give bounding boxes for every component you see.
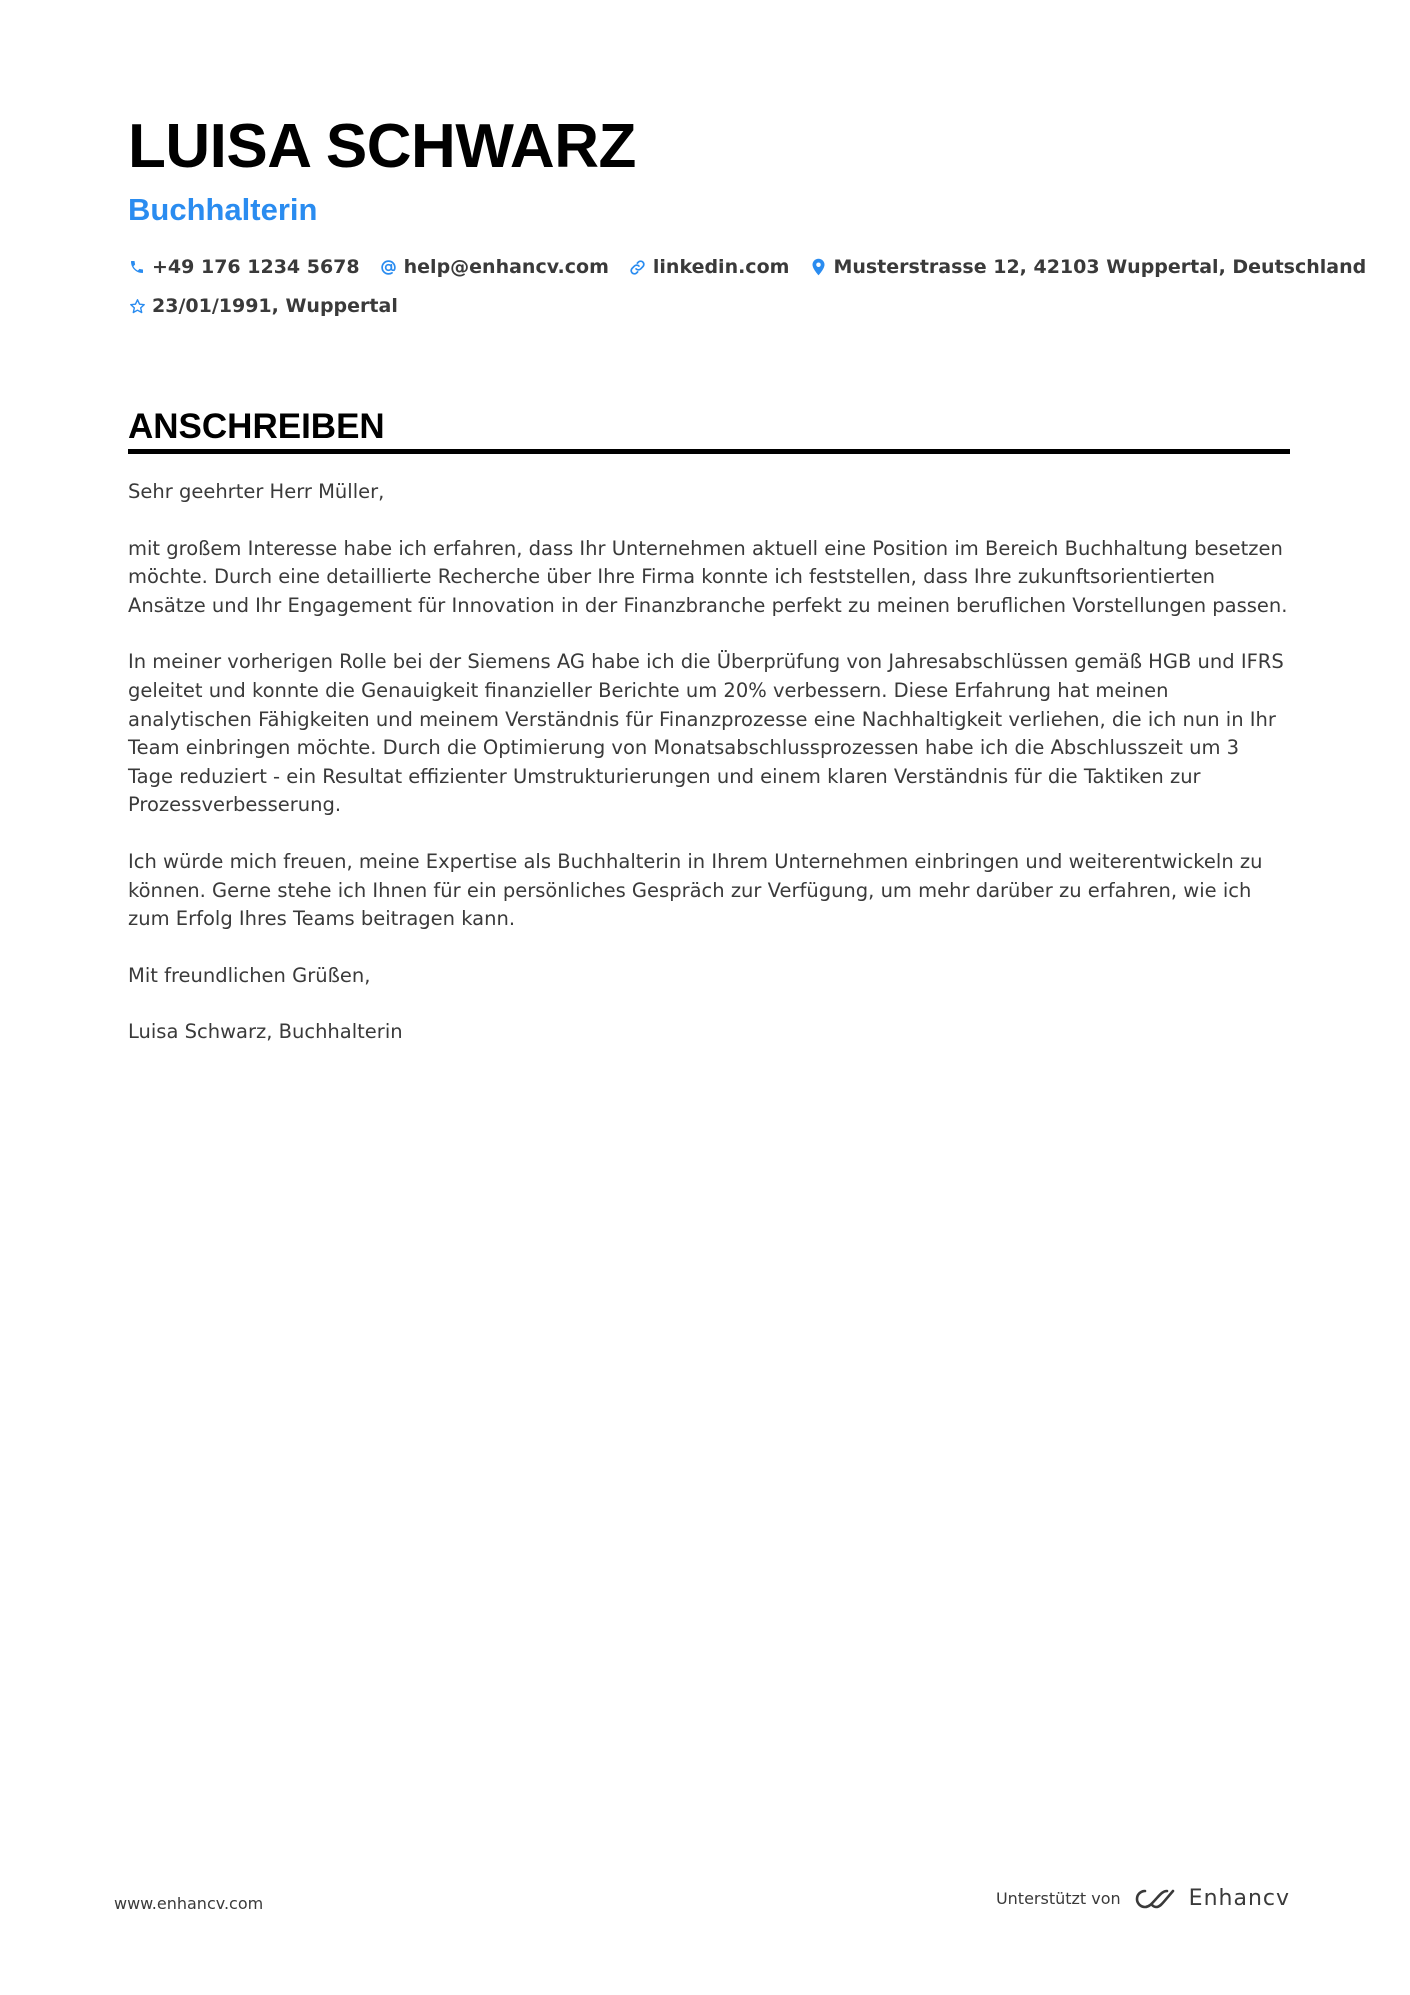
letter-signature: Luisa Schwarz, Buchhalterin (128, 1020, 403, 1044)
contact-phone-text: +49 176 1234 5678 (152, 256, 360, 278)
contact-phone (128, 253, 360, 281)
letter-salutation: Sehr geehrter Herr Müller, (128, 480, 385, 503)
section-title: ANSCHREIBEN (128, 407, 385, 446)
contact-address (809, 253, 1366, 281)
contact-birth-text: 23/01/1991, Wuppertal (152, 295, 398, 317)
star-icon (128, 297, 146, 315)
contact-email-text[interactable]: help@enhancv.com (403, 256, 609, 278)
letter-paragraph: mit großem Interesse habe ich erfahren, dass Ihr Unternehmen aktuell eine Position im Bereich Buchhaltung besetzen möchte. Durch eine detaillierte Recherche über Ihre Firma konnte ich feststellen, dass Ihre zukunftsorientierten Ansätze und Ihr Engagement für Innovation in der Finanzbranche perfekt zu meinen beruflichen Vorstellungen passen. (128, 536, 1288, 617)
contact-birth (128, 292, 398, 320)
letter-paragraph: In meiner vorherigen Rolle bei der Siemens AG habe ich die Überprüfung von Jahresabschlüssen gemäß HGB und IFRS geleitet und konnte die Genauigkeit finanzieller Berichte um 20% verbessern. Diese Erfahrung hat meinen analytischen Fähigkeiten und meinem Verständnis für Finanzprozesse eine Nachhaltigkeit verliehen, die ich nun in Ihr Team einbringen möchte. Durch die Optimierung von Monatsabschlussprozessen habe ich die Abschlusszeit um 3 Tage reduziert - ein Resultat effizienter Umstrukturierungen und einem klaren Verständnis für die Taktiken zur Prozessverbesserung. (128, 650, 1284, 817)
powered-by-label: Unterstützt von (995, 1889, 1121, 1908)
applicant-role: Buchhalterin (128, 192, 318, 227)
location-pin-icon (809, 258, 827, 276)
enhancv-logo-text: Enhancv (1188, 1886, 1290, 1911)
footer-brand[interactable] (996, 1886, 1290, 1911)
letter-closing: Mit freundlichen Grüßen, (128, 963, 371, 987)
contact-address-text: Musterstrasse 12, 42103 Wuppertal, Deutschland (833, 256, 1367, 278)
letter-body (128, 478, 1290, 1075)
link-icon (629, 258, 647, 276)
contact-linkedin-text[interactable]: linkedin.com (652, 256, 790, 278)
phone-icon (128, 258, 146, 276)
section-divider (128, 449, 1290, 454)
contact-email[interactable] (380, 253, 609, 281)
letter-paragraph: Ich würde mich freuen, meine Expertise als Buchhalterin in Ihrem Unternehmen einbringen und weiterentwickeln zu können. Gerne stehe ich Ihnen für ein persönliches Gespräch zur Verfügung, um mehr darüber zu erfahren, wie ich zum Erfolg Ihres Teams beitragen kann. (128, 849, 1263, 931)
footer-website-link[interactable]: www.enhancv.com (114, 1894, 264, 1913)
at-icon (380, 258, 398, 276)
applicant-name: LUISA SCHWARZ (128, 112, 636, 181)
enhancv-logo-icon (1133, 1887, 1179, 1911)
contact-row (128, 253, 1386, 281)
contact-row (128, 292, 418, 320)
contact-linkedin[interactable] (629, 253, 790, 281)
